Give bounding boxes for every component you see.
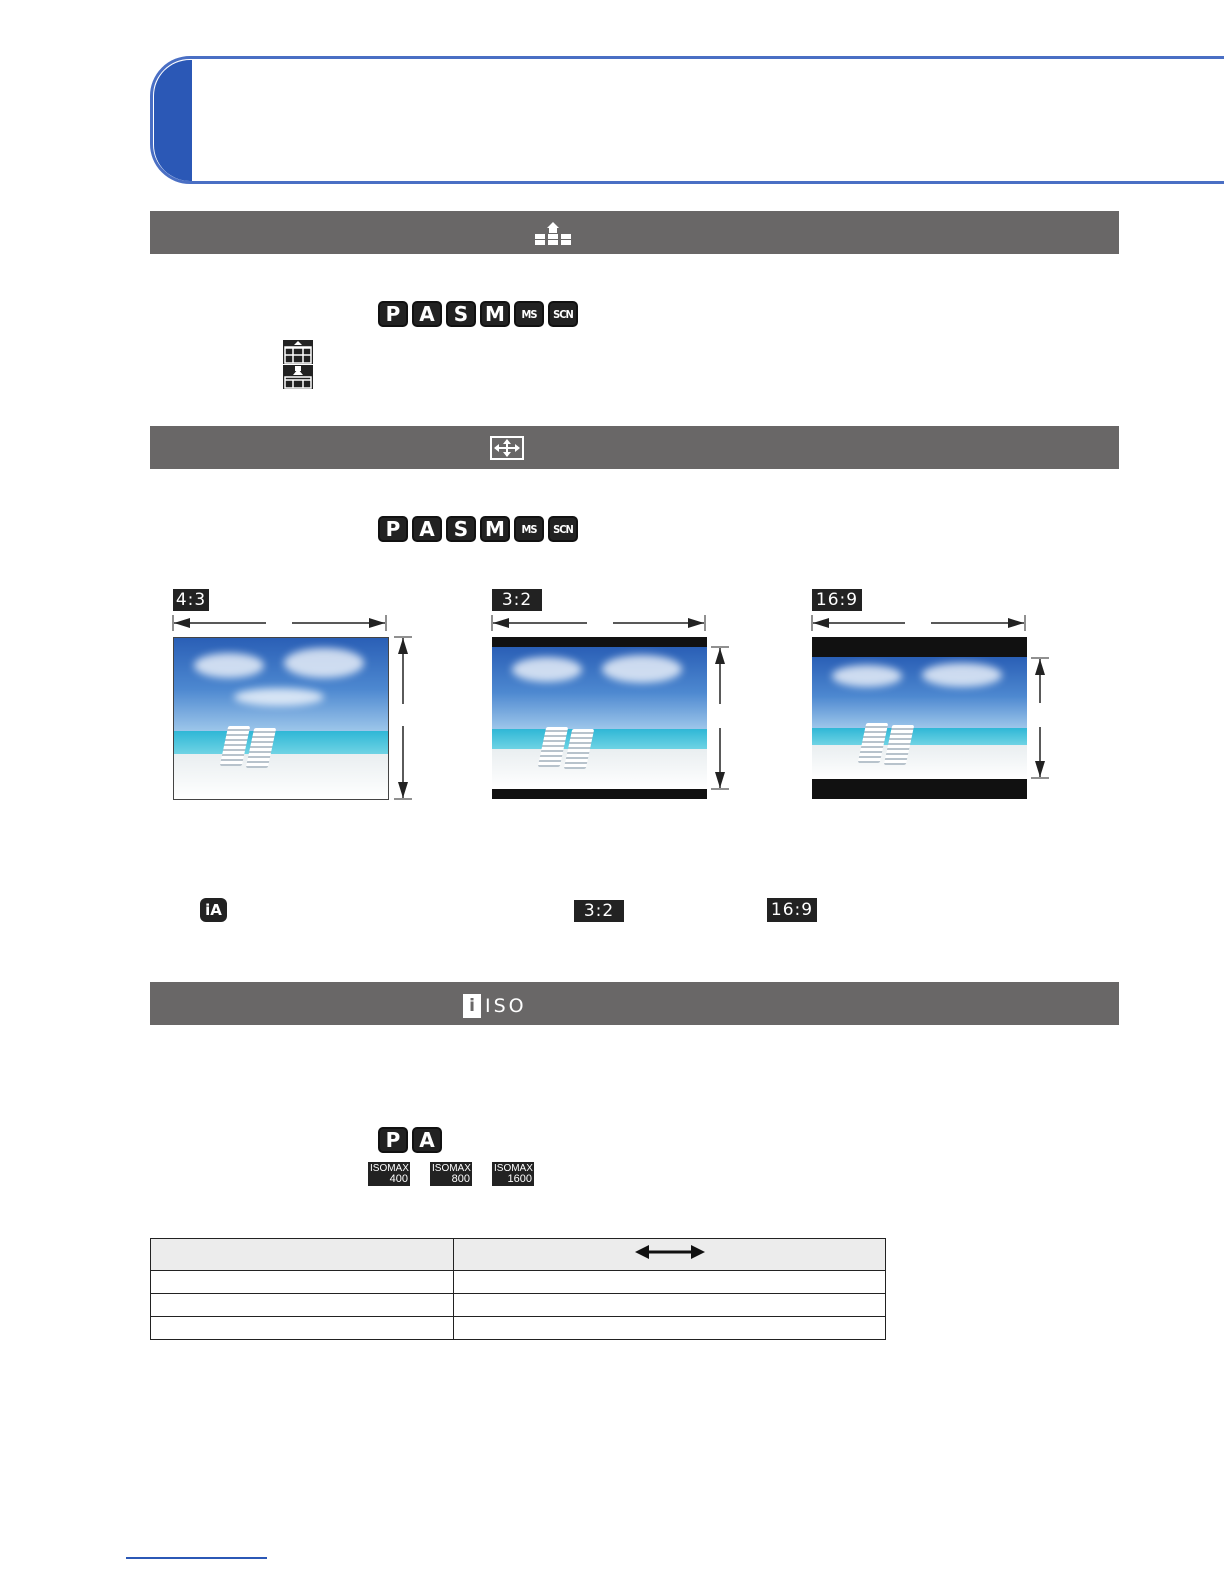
- table-row: [151, 1294, 886, 1317]
- mode-ms-icon: MS: [514, 516, 544, 542]
- table-header-row: [151, 1239, 886, 1271]
- width-arrow-4-3: [170, 613, 390, 633]
- mode-m-icon: M: [480, 516, 510, 542]
- iso-max-value: 800: [451, 1173, 470, 1185]
- height-arrow-3-2: [709, 644, 731, 792]
- mode-a-icon: A: [412, 516, 442, 542]
- iso-max-1600-badge: [492, 1162, 534, 1186]
- aspect-label-4-3: 4:3: [173, 589, 209, 611]
- burst-high-icon: [283, 340, 313, 364]
- table-cell: [454, 1294, 886, 1317]
- height-arrow-4-3: [392, 634, 414, 802]
- beach-photo-4-3: [173, 637, 389, 800]
- beach-photo-16-9: [812, 637, 1027, 799]
- mode-p-icon: P: [378, 301, 408, 327]
- table-header-cell: [151, 1239, 454, 1271]
- mode-icons-iso: [378, 1127, 442, 1153]
- burst-low-icon: [283, 365, 313, 389]
- ia-note-ratio-16-9: 16:9: [767, 898, 817, 922]
- aspect-move-icon: [490, 436, 524, 460]
- height-arrow-16-9: [1029, 655, 1051, 781]
- table-row: [151, 1317, 886, 1340]
- mode-p-icon: P: [378, 516, 408, 542]
- table-row: [151, 1271, 886, 1294]
- iso-max-800-badge: [430, 1162, 472, 1186]
- section-bar-iso: [150, 982, 1119, 1025]
- iso-max-value: 400: [389, 1173, 408, 1185]
- iso-max-400-badge: [368, 1162, 410, 1186]
- intelligent-auto-icon: iA: [200, 898, 227, 922]
- table-cell: [454, 1271, 886, 1294]
- mode-scn-icon: SCN: [548, 516, 578, 542]
- bottom-link-underline[interactable]: [126, 1557, 267, 1559]
- table-cell: [454, 1317, 886, 1340]
- intelligent-iso-icon: i: [463, 994, 481, 1018]
- iso-icon-text: ISO: [485, 995, 527, 1017]
- table-header-cell: [454, 1239, 886, 1271]
- mode-a-icon: A: [412, 1127, 442, 1153]
- width-arrow-3-2: [489, 613, 709, 633]
- table-cell: [151, 1317, 454, 1340]
- mode-a-icon: A: [412, 301, 442, 327]
- iso-table: [150, 1238, 886, 1340]
- aspect-label-16-9: 16:9: [812, 589, 862, 611]
- beach-photo-3-2: [492, 637, 707, 799]
- iso-max-label: ISOMAX: [432, 1163, 471, 1174]
- mode-icons-aspect: [378, 516, 578, 542]
- mode-ms-icon: MS: [514, 301, 544, 327]
- width-arrow-16-9: [809, 613, 1029, 633]
- table-cell: [151, 1294, 454, 1317]
- aspect-label-3-2: 3:2: [492, 589, 542, 611]
- iso-max-label: ISOMAX: [494, 1163, 533, 1174]
- iso-max-value: 1600: [507, 1173, 532, 1185]
- mode-s-icon: S: [446, 516, 476, 542]
- table-cell: [151, 1271, 454, 1294]
- iso-max-label: ISOMAX: [370, 1163, 409, 1174]
- ia-note-ratio-3-2: 3:2: [574, 900, 624, 922]
- mode-m-icon: M: [480, 301, 510, 327]
- section-bar-aspect: [150, 426, 1119, 469]
- mode-s-icon: S: [446, 301, 476, 327]
- mode-p-icon: P: [378, 1127, 408, 1153]
- burst-stack-icon: [533, 222, 573, 246]
- section-bar-burst: [150, 211, 1119, 254]
- mode-icons-burst: [378, 301, 578, 327]
- header-tab-accent: [154, 60, 192, 181]
- mode-scn-icon: SCN: [548, 301, 578, 327]
- double-arrow-icon: [635, 1243, 705, 1261]
- header-tab-frame: [150, 56, 1224, 184]
